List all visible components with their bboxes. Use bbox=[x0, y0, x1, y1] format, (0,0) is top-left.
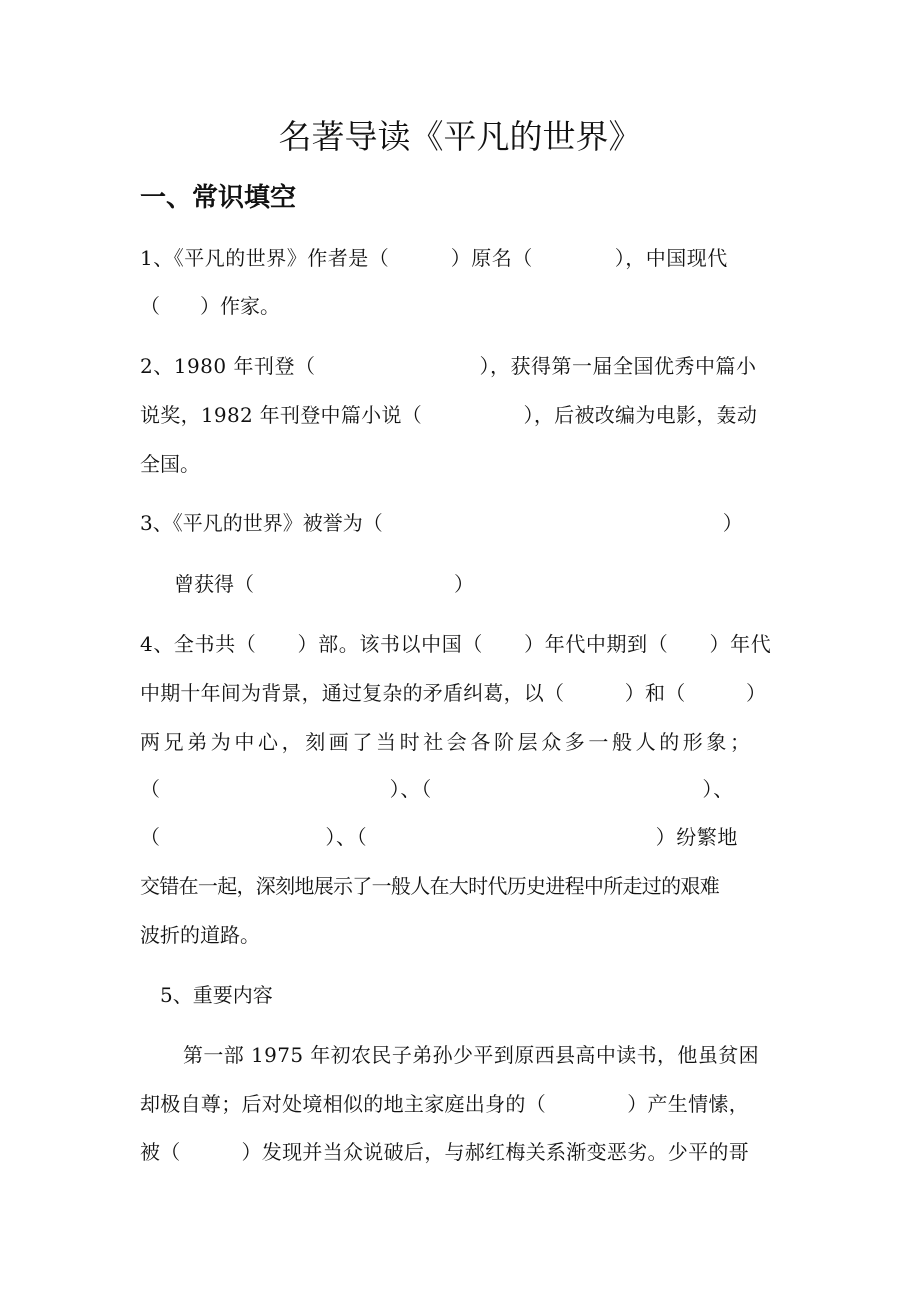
text-line: 第一部 1975 年初农民子弟孙少平到原西县高中读书，他虽贫困 bbox=[183, 1043, 760, 1067]
text-line: （ ）、（ ）、 bbox=[140, 777, 734, 801]
subsection-heading: 5、重要内容 bbox=[160, 983, 273, 1007]
text-line: 却极自尊；后对处境相似的地主家庭出身的（ ）产生情愫， bbox=[140, 1092, 749, 1116]
document-title: 名著导读《平凡的世界》 bbox=[278, 117, 642, 156]
text-line: 说奖，1982 年刊登中篇小说（ ），后被改编为电影，轰动 bbox=[140, 403, 758, 427]
text-line: 全国。 bbox=[140, 452, 200, 476]
text-line: 交错在一起，深刻地展示了一般人在大时代历史进程中所走过的艰难 bbox=[140, 874, 719, 898]
text-line: 曾获得（ ） bbox=[174, 572, 474, 596]
text-line: 1、《平凡的世界》作者是（ ）原名（ ），中国现代 bbox=[140, 246, 728, 270]
text-line: 被（ ）发现并当众说破后，与郝红梅关系渐变恶劣。少平的哥 bbox=[140, 1140, 749, 1164]
text-line: 4、全书共（ ）部。该书以中国（ ）年代中期到（ ）年代 bbox=[140, 632, 772, 656]
text-line: 中期十年间为背景，通过复杂的矛盾纠葛，以（ ）和（ ） bbox=[140, 681, 767, 705]
text-line: 波折的道路。 bbox=[140, 923, 260, 947]
text-line: （ ）作家。 bbox=[140, 294, 280, 318]
text-line: 2、1980 年刊登（ ），获得第一届全国优秀中篇小 bbox=[140, 354, 757, 378]
text-line: （ ）、（ ）纷繁地 bbox=[140, 825, 738, 849]
section-heading: 一、常识填空 bbox=[140, 183, 297, 213]
text-line: 3、《平凡的世界》被誉为（ ） bbox=[140, 511, 743, 535]
text-line: 两兄弟为中心，刻画了当时社会各阶层众多一般人的形象； bbox=[140, 730, 754, 754]
